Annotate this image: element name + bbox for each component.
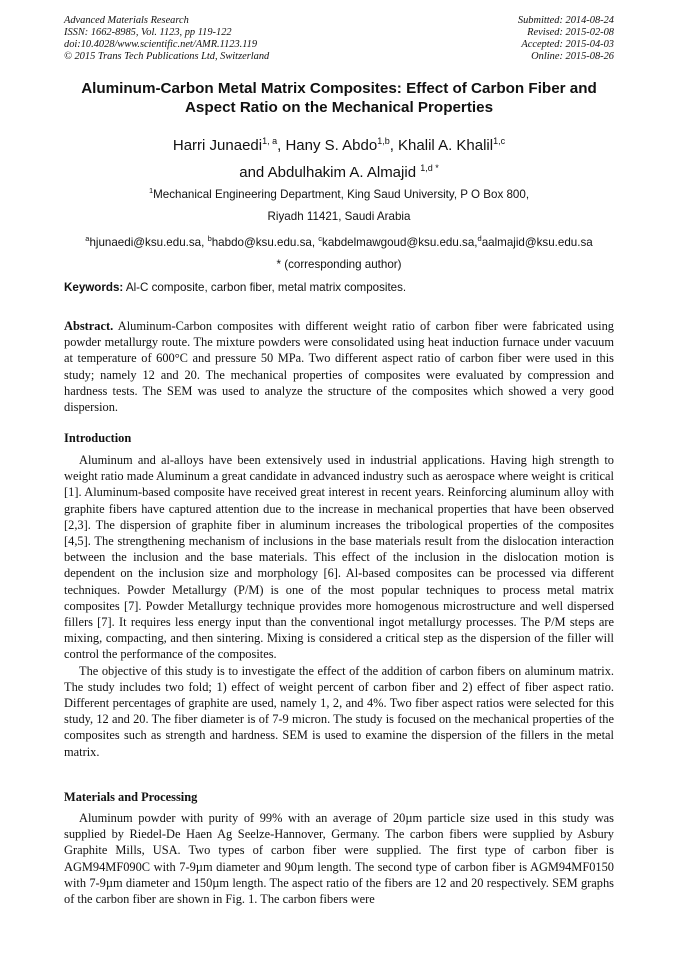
materials-heading: Materials and Processing	[64, 790, 198, 804]
email-list	[40, 228, 638, 254]
author-name: Abdulhakim A. Almajid	[267, 164, 417, 181]
materials-body	[64, 810, 614, 907]
paper-title	[40, 79, 638, 117]
introduction-body	[64, 452, 614, 760]
journal-copyright: © 2015 Trans Tech Publications Ltd, Switzerland	[64, 51, 270, 62]
author-affil-mark: 1,d *	[420, 163, 439, 173]
date-submitted: Submitted: 2014-08-24	[517, 15, 614, 26]
affiliation-mark: 1	[148, 186, 154, 195]
journal-info	[64, 15, 269, 63]
introduction-heading: Introduction	[64, 431, 132, 445]
keywords-text: Al-C composite, carbon fiber, metal matrix composites.	[123, 281, 407, 294]
keywords-label: Keywords:	[64, 281, 124, 294]
abstract-label: Abstract.	[64, 319, 114, 333]
author-name: Hany S. Abdo	[285, 137, 378, 154]
author-name: Harri Junaedi	[172, 137, 263, 154]
email-mark: d	[477, 233, 482, 243]
journal-issn: ISSN: 1662-8985, Vol. 1123, pp 119-122	[64, 27, 232, 38]
email-address[interactable]: aalmajid@ksu.edu.sa	[481, 235, 593, 249]
materials-paragraph-1: Aluminum powder with purity of 99% with an average of 20µm particle size used in this study was supplied by Riedel-De Haen Ag Seelze-Hannover, Germany. The carbon fibers were supplied by Asbury Graphite Mills, USA. Two types of carbon fiber were supplied. The first type of carbon fiber is AGM94MF090C with 7-9µm diameter and 90µm length. The second type of carbon fiber is AGM94MF0150 with 7-9µm diameter and 150µm length. The aspect ratio of the fibers are 12 and 20 respectively. SEM graphs of the carbon fiber are shown in Fig. 1. The carbon fibers were	[64, 811, 614, 907]
date-online: Online: 2015-08-26	[531, 51, 614, 62]
introduction-paragraph-2: The objective of this study is to investigate the effect of the addition of carbon fibers on aluminum matrix. The study includes two fold; 1) effect of weight percent of carbon fiber and 2) effect of fiber aspect ratio. Different percentages of graphite are used, namely 1, 2, and 4%. Two fiber aspect ratios were selected for this study, 12 and 20. The fiber diameter is of 7-9 micron. The study is focused on the mechanical properties of the composites such as strength and hardness. SEM is used to examine the dispersion of the fillers in the metal matrix.	[64, 663, 614, 759]
author-name: Khalil A. Khalil	[398, 137, 494, 154]
affiliation-line-1	[40, 180, 638, 206]
author-list	[40, 130, 638, 184]
email-address[interactable]: hjunaedi@ksu.edu.sa,	[89, 235, 208, 249]
email-address[interactable]: kabdelmawgoud@ksu.edu.sa,	[322, 235, 478, 249]
authors-line-1: Harri Junaedi$^{1, a}$, Hany S. Abdo$^{1,b}$, Khalil A. Khalil$^{1,c}$	[172, 136, 506, 154]
author-affil-mark: 1, a	[262, 136, 278, 146]
introduction-paragraph-1: Aluminum and al-alloys have been extensively used in industrial applications. Having high strength to weight ratio made Aluminum a great candidate in advanced industry such as aerospace where weight is critical [1]. Aluminum-based composite have received great interest in recent years. Reinforcing aluminum alloy with graphite fibers have captured attention due to the increase in mechanical properties that have been observed [2,3]. The dispersion of graphite fiber in aluminum increases the tribological properties of the composites [4,5]. The strengthening mechanism of inclusions in the base materials result from the dislocation interaction between the inclusion and the base materials. This effect of the inclusion in the dislocation motion is dependent on the inclusion size and morphology [6]. Al-based composites can be processed via different techniques. Powder Metallurgy (P/M) is one of the most popular techniques to process metal matrix composites [7]. Powder Metallurgy technique provides more homogenous microstructure and well dispersed fillers [7]. It requires less energy input than the conventional ingot metallurgy processes. The P/M steps are mixing, compacting, and then sintering. Mixing is considered a critical step as the dispersion of the filler will control the performance of the composites.	[64, 453, 614, 662]
email-mark: c	[318, 233, 323, 243]
submission-dates	[518, 15, 614, 63]
email-mark: b	[207, 233, 212, 243]
email-address[interactable]: habdo@ksu.edu.sa,	[211, 235, 319, 249]
email-mark: a	[85, 233, 90, 243]
affiliation-text: Mechanical Engineering Department, King Saud University, P O Box 800,	[153, 187, 530, 201]
journal-name: Advanced Materials Research	[64, 15, 189, 26]
keywords	[64, 280, 614, 295]
date-revised: Revised: 2015-02-08	[527, 27, 614, 38]
title-line-2: Aspect Ratio on the Mechanical Properties	[184, 99, 494, 116]
affiliation-block	[40, 180, 638, 276]
abstract-paragraph	[64, 318, 614, 415]
abstract-text: Aluminum-Carbon composites with different weight ratio of carbon fiber were fabricated using powder metallurgy route. The mixture powders were consolidated using heat induction furnace under vacuum at temperature of 600°C and pressure 50 MPa. Two different aspect ratio of carbon fiber were used in this study; namely 12 and 20. The mechanical properties of composites were evaluated by compression and hardness tests. The SEM was used to analyze the structure of the composites which showed a very good dispersion.	[64, 319, 614, 415]
journal-doi: doi:10.4028/www.scientific.net/AMR.1123.119	[64, 39, 258, 50]
affiliation-line-2: Riyadh 11421, Saudi Arabia	[267, 209, 411, 223]
abstract	[64, 318, 614, 415]
author-affil-mark: 1,b	[377, 136, 390, 146]
corresponding-note: * (corresponding author)	[276, 257, 402, 271]
author-affil-mark: 1,c	[493, 136, 506, 146]
date-accepted: Accepted: 2015-04-03	[521, 39, 614, 50]
title-line-1: Aluminum-Carbon Metal Matrix Composites: Effect of Carbon Fiber and	[81, 80, 597, 97]
author-conjunction: and	[239, 164, 265, 181]
